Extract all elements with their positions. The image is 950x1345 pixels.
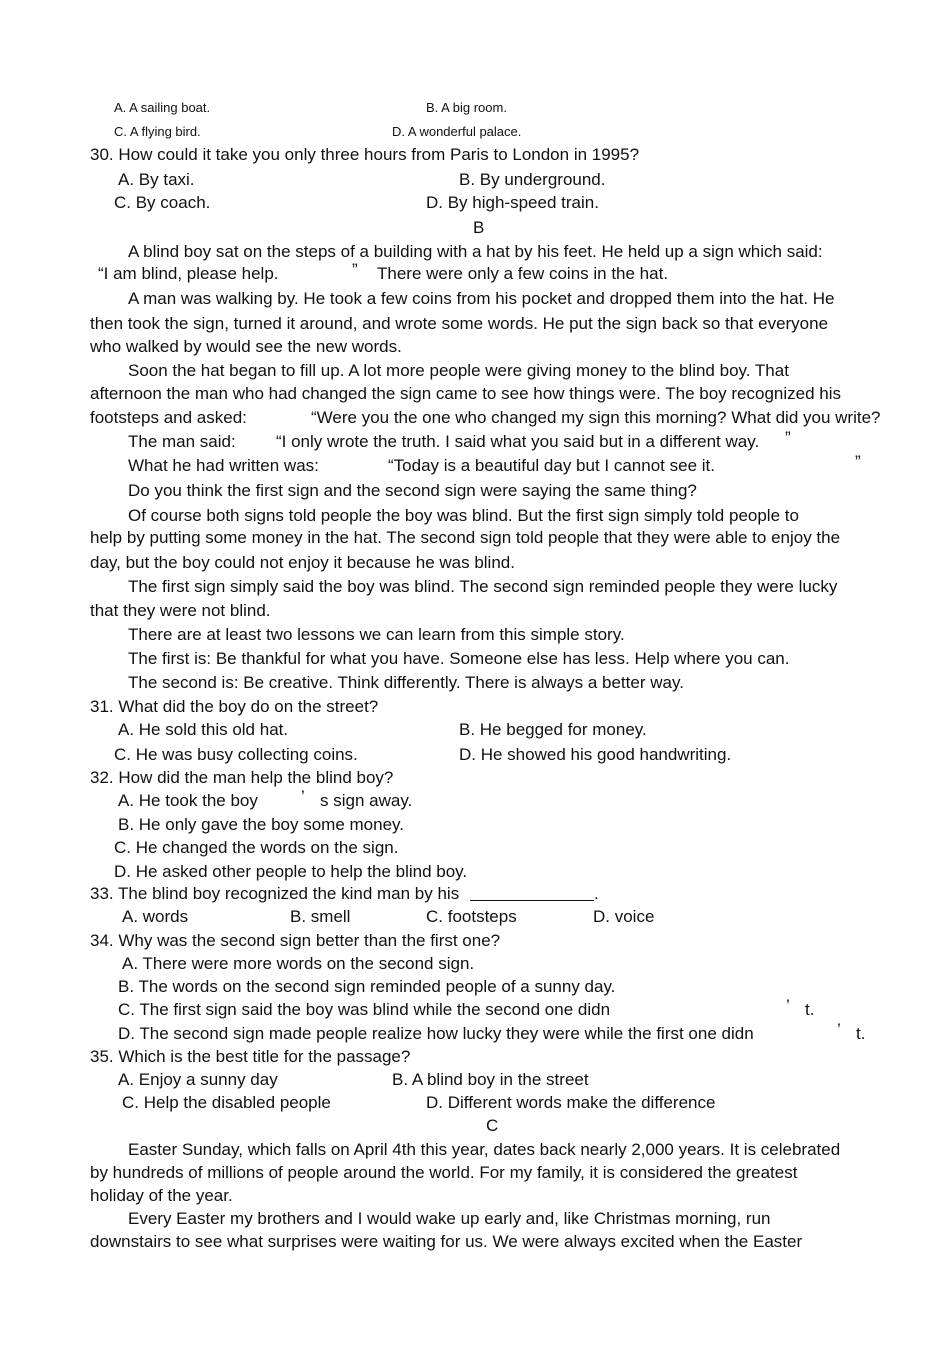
q31-option-a: A. He sold this old hat. [118,720,289,739]
section-c-heading: C [486,1116,499,1135]
q31-option-b: B. He begged for money. [459,720,647,739]
passage-b-line: Soon the hat began to fill up. A lot more people were giving money to the blind boy. That [128,361,789,380]
passage-b-line: The second is: Be creative. Think differently. There is always a better way. [128,673,684,692]
q33-option-c: C. footsteps [426,907,517,926]
q35-option-c: C. Help the disabled people [122,1093,331,1112]
passage-b-line: What he had written was: [128,456,319,475]
passage-c-line: by hundreds of millions of people around the world. For my family, it is considered the greatest [90,1163,798,1182]
passage-b-line: that they were not blind. [90,601,271,620]
passage-b-line: A man was walking by. He took a few coins from his pocket and dropped them into the hat. He [128,289,835,308]
passage-b-line: help by putting some money in the hat. The second sign told people that they were able to enjoy the [90,528,841,547]
q30-option-a: A. By taxi. [118,170,195,189]
q30-option-c: C. By coach. [114,193,211,212]
passage-b-line: afternoon the man who had changed the sign came to see how things were. The boy recognized his [90,384,841,403]
q34-option-c: C. The first sign said the boy was blind while the second one didn [118,1000,611,1019]
passage-b-quote: ” [855,452,861,471]
passage-b-quote: ” [785,428,791,447]
passage-b-line: There are at least two lessons we can learn from this simple story. [128,625,625,644]
q32-stem: 32. How did the man help the blind boy? [90,768,394,787]
passage-b-line: who walked by would see the new words. [90,337,402,356]
q31-stem: 31. What did the boy do on the street? [90,697,379,716]
passage-b-line: Of course both signs told people the boy was blind. But the first sign simply told people to [128,506,799,525]
q33-stem-end: . [594,884,599,903]
q32-option-d: D. He asked other people to help the blind boy. [114,862,468,881]
passage-b-line: The man said: [128,432,236,451]
passage-b-line: There were only a few coins in the hat. [377,264,669,283]
q34-option-c-apostrophe: ’ [786,996,790,1015]
q35-option-b: B. A blind boy in the street [392,1070,589,1089]
q30-stem: 30. How could it take you only three hours from Paris to London in 1995? [90,145,640,164]
passage-b-line: day, but the boy could not enjoy it because he was blind. [90,553,515,572]
q29-option-b: B. A big room. [426,100,507,115]
section-b-heading: B [473,218,485,237]
q34-stem: 34. Why was the second sign better than the first one? [90,931,501,950]
q33-option-a: A. words [122,907,189,926]
passage-c-line: downstairs to see what surprises were waiting for us. We were always excited when the Easter [90,1232,803,1251]
passage-b-line: A blind boy sat on the steps of a building with a hat by his feet. He held up a sign which said: [128,242,823,261]
q29-option-c: C. A flying bird. [114,124,201,139]
passage-b-line: The first sign simply said the boy was blind. The second sign reminded people they were lucky [128,577,838,596]
q33-option-b: B. smell [290,907,351,926]
passage-b-line: “Today is a beautiful day but I cannot see it. [388,456,715,475]
passage-b-line: “I only wrote the truth. I said what you said but in a different way. [276,432,760,451]
passage-b-line: Do you think the first sign and the second sign were saying the same thing? [128,481,697,500]
q33-stem: 33. The blind boy recognized the kind man by his [90,884,460,903]
q31-option-c: C. He was busy collecting coins. [114,745,358,764]
passage-b-line: then took the sign, turned it around, and wrote some words. He put the sign back so that everyone [90,314,829,333]
passage-b-line: “I am blind, please help. [98,264,279,283]
q34-option-c-end: t. [805,1000,815,1019]
q35-option-d: D. Different words make the difference [426,1093,716,1112]
q30-option-b: B. By underground. [459,170,606,189]
q34-option-d-apostrophe: ’ [837,1020,841,1039]
passage-b-quote: ” [352,260,358,279]
q30-option-d: D. By high-speed train. [426,193,599,212]
q32-option-b: B. He only gave the boy some money. [118,815,405,834]
q33-option-d: D. voice [593,907,655,926]
passage-c-line: holiday of the year. [90,1186,233,1205]
q29-option-a: A. A sailing boat. [114,100,211,115]
passage-c-line: Easter Sunday, which falls on April 4th this year, dates back nearly 2,000 years. It is celebrated [128,1140,841,1159]
passage-b-line: footsteps and asked: [90,408,247,427]
q34-option-d: D. The second sign made people realize how lucky they were while the first one didn [118,1024,754,1043]
passage-b-line: “Were you the one who changed my sign this morning? What did you write? [311,408,881,427]
q32-option-a-apostrophe: ’ [301,787,305,806]
q32-option-c: C. He changed the words on the sign. [114,838,399,857]
passage-c-line: Every Easter my brothers and I would wake up early and, like Christmas morning, run [128,1209,771,1228]
q35-option-a: A. Enjoy a sunny day [118,1070,278,1089]
q34-option-a: A. There were more words on the second sign. [122,954,475,973]
passage-b-line: The first is: Be thankful for what you have. Someone else has less. Help where you can. [128,649,790,668]
q33-answer-blank [470,900,594,901]
q34-option-b: B. The words on the second sign reminded people of a sunny day. [118,977,616,996]
q32-option-a: A. He took the boy [118,791,258,810]
q34-option-d-end: t. [856,1024,866,1043]
q29-option-d: D. A wonderful palace. [392,124,522,139]
q35-stem: 35. Which is the best title for the passage? [90,1047,411,1066]
q31-option-d: D. He showed his good handwriting. [459,745,732,764]
q32-option-a-end: s sign away. [320,791,413,810]
